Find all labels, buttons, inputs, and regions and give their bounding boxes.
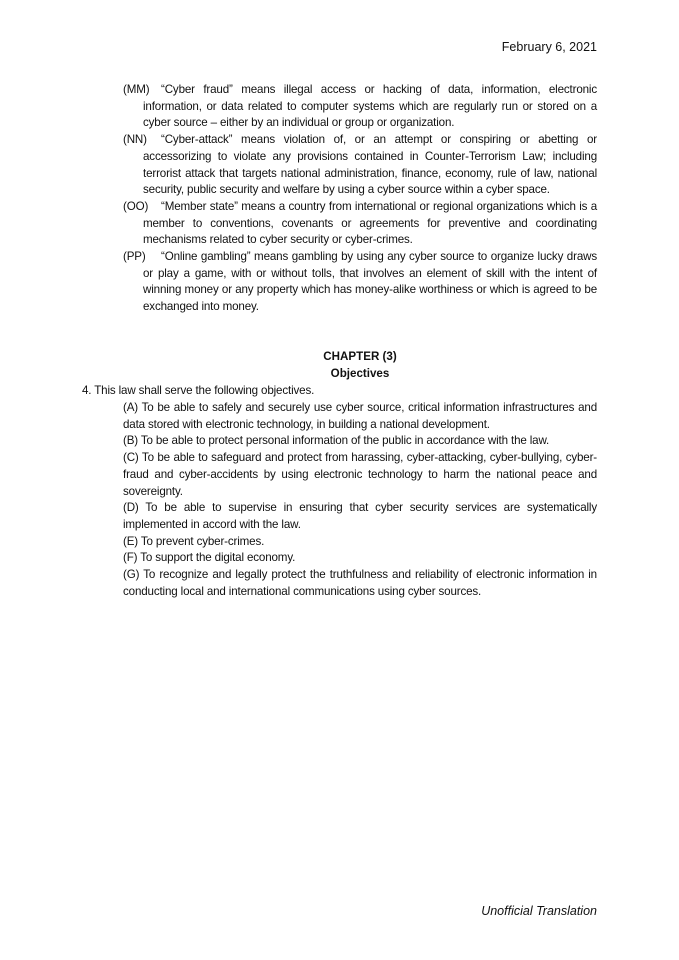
definition-item (123, 249, 597, 316)
objectives-list (123, 400, 597, 600)
document-date: February 6, 2021 (501, 40, 597, 54)
definition-text: “Cyber fraud” means illegal access or hacking of data, information, electronic information, or data related to computer systems which are regularly run or stored on a cyber source – either by an individual or group or organization. (143, 83, 597, 130)
definition-item (123, 82, 597, 132)
definition-text: “Member state” means a country from international or regional organizations which is a member to conventions, covenants or agreements for preventive and coordinating mechanisms related to cyber security or cyber-crimes. (143, 199, 597, 247)
objective-item: (C) To be able to safeguard and protect from harassing, cyber-attacking, cyber-bullying, cyber-fraud and cyber-accidents by using electronic technology to harm the national peace and sovereignty. (123, 451, 597, 498)
objective-item: (A) To be able to safely and securely use cyber source, critical information infrastructures and data stored with electronic technology, in building a national development. (123, 401, 597, 431)
definition-label: (OO) (123, 199, 149, 213)
definition-item (123, 132, 597, 199)
chapter-heading (300, 349, 420, 382)
objective-item: (B) To be able to protect personal information of the public in accordance with the law. (123, 434, 550, 448)
definition-label: (MM) (123, 83, 150, 96)
chapter-number: CHAPTER (3) (323, 350, 397, 363)
chapter-title: Objectives (330, 366, 390, 380)
definition-text: “Online gambling” means gambling by using any cyber source to organize lucky draws or play a game, with or without tolls, that involves an element of skill with the intent of winning money or any property which has money-alike worthiness or which is agreed to be exchanged into money. (143, 250, 597, 314)
section-intro: 4. This law shall serve the following objectives. (82, 384, 315, 397)
definition-label: (NN) (123, 133, 147, 147)
objective-item: (G) To recognize and legally protect the truthfulness and reliability of electronic information in conducting local and international communications using cyber sources. (123, 568, 597, 598)
definition-text: “Cyber-attack” means violation of, or an attempt or conspiring or abetting or accessorizing to violate any provisions contained in Counter-Terrorism Law; including terrorist attack that targets national administration, finance, economy, rule of law, national security, public security and welfare by using a cyber source within a cyber space. (143, 133, 597, 197)
definition-label: (PP) (123, 250, 146, 264)
footer-note: Unofficial Translation (481, 904, 597, 918)
definition-item (123, 199, 597, 249)
objective-item: (F) To support the digital economy. (123, 551, 296, 565)
objective-item: (E) To prevent cyber-crimes. (123, 534, 265, 548)
objective-item: (D) To be able to supervise in ensuring that cyber security services are systematically implemented in accord with the law. (123, 501, 597, 531)
definitions-list (123, 82, 597, 316)
